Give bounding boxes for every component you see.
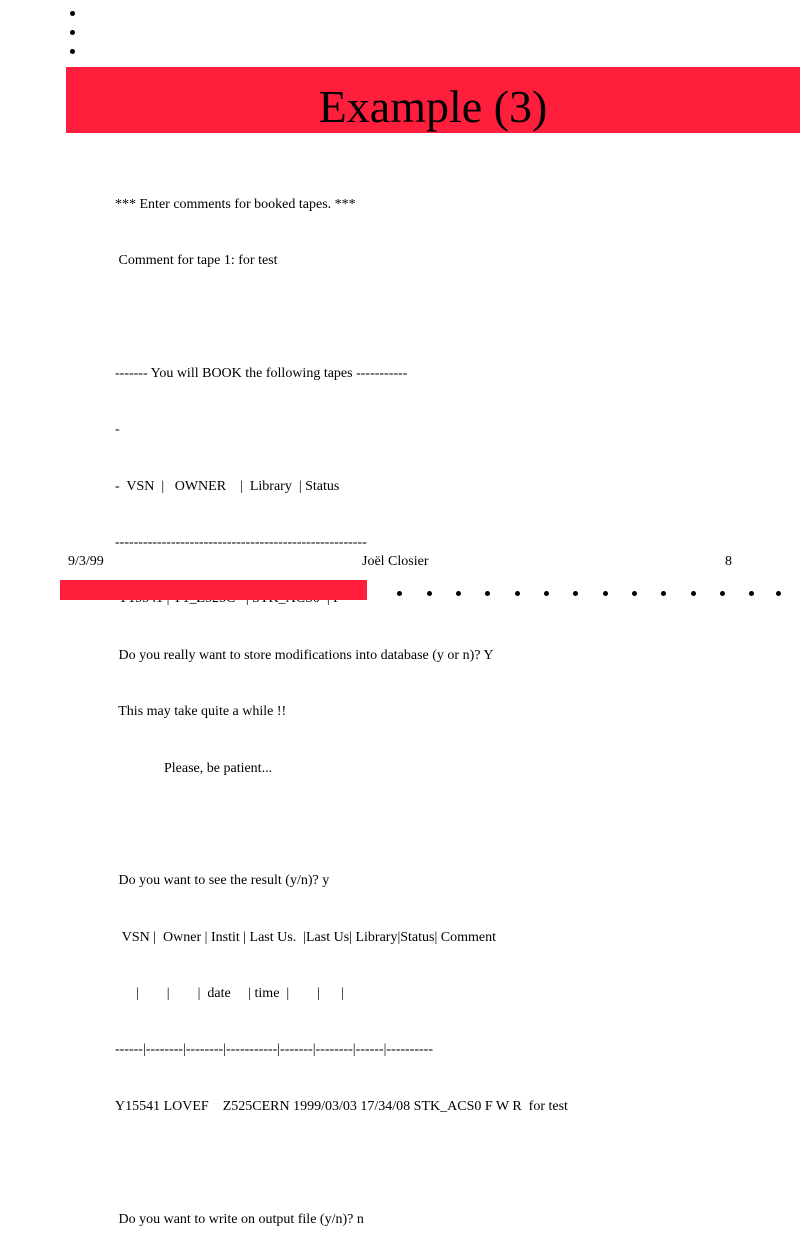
output-line: This may take quite a while !! <box>115 704 287 720</box>
bullet-dot <box>544 591 549 596</box>
title-banner <box>66 67 800 133</box>
output-line: - <box>115 422 120 438</box>
output-line: ------- You will BOOK the following tapes ----------- <box>115 365 408 381</box>
bullet-dot <box>397 591 402 596</box>
bullet-dot <box>691 591 696 596</box>
output-line: Comment for tape 1: for test <box>115 252 278 268</box>
output-line: *** Enter comments for booked tapes. *** <box>115 196 356 212</box>
footer-date: 9/3/99 <box>68 554 104 569</box>
output-line: Please, be patient... <box>115 760 273 776</box>
bullet-dot <box>603 591 608 596</box>
output-line: Do you want to see the result (y/n)? y <box>115 873 330 889</box>
page-number: 8 <box>725 554 732 569</box>
output-line: Y15541 LOVEF Z525CERN 1999/03/03 17/34/08 STK_ACS0 F W R for test <box>115 1098 568 1114</box>
footer-author: Joël Closier <box>362 554 429 569</box>
bullet-dot <box>515 591 520 596</box>
bullet-dot <box>749 591 754 596</box>
bullet-dot <box>776 591 781 596</box>
slide-title: Example (3) <box>318 81 548 132</box>
bullet-dot <box>70 49 75 54</box>
bullet-dot <box>573 591 578 596</box>
output-line <box>115 308 775 327</box>
bullet-dot <box>427 591 432 596</box>
bullet-dot <box>485 591 490 596</box>
bullet-dot <box>70 30 75 35</box>
output-line: ------------------------------------------------------ <box>115 534 367 550</box>
bullet-dot <box>456 591 461 596</box>
terminal-output <box>115 158 775 1248</box>
output-line <box>115 1154 775 1173</box>
output-line: VSN | Owner | Instit | Last Us. |Last Us| Library|Status| Comment <box>115 929 497 945</box>
bullet-dot <box>720 591 725 596</box>
output-line: - VSN | OWNER | Library | Status <box>115 478 340 494</box>
bullet-dot <box>661 591 666 596</box>
output-line: ------|--------|--------|-----------|-------|--------|------|---------- <box>115 1042 433 1058</box>
output-line: Do you want to write on output file (y/n)? n <box>115 1211 364 1227</box>
bullet-dot <box>632 591 637 596</box>
output-line <box>115 816 775 835</box>
output-line: | | | date | time | | | <box>115 986 344 1002</box>
output-line: Do you really want to store modifications into database (y or n)? Y <box>115 647 494 663</box>
bullet-dot <box>70 11 75 16</box>
footer-banner <box>60 580 367 600</box>
